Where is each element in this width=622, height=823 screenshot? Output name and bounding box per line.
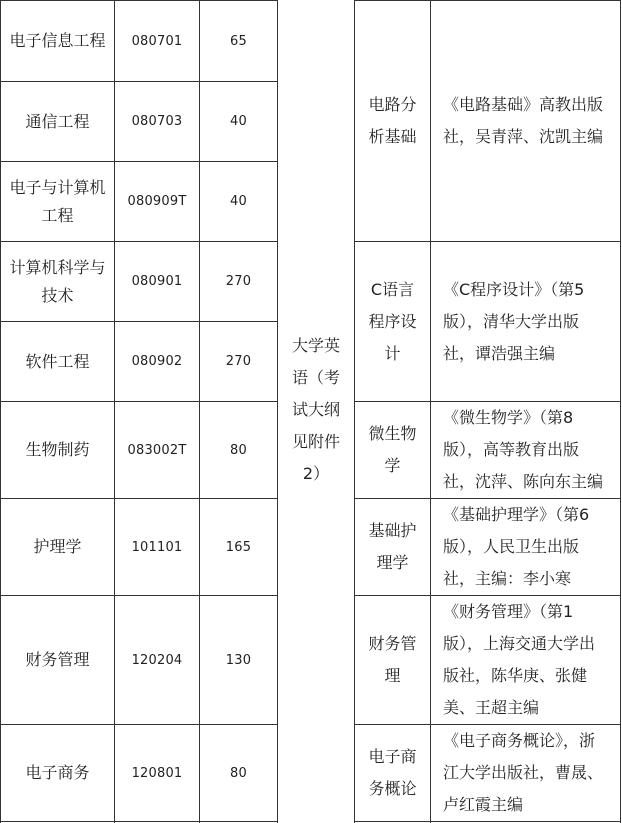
quota-cell: 270 <box>225 354 252 369</box>
quota-cell: 65 <box>230 33 247 49</box>
major-code-cell: 101101 <box>131 539 183 555</box>
exam-subject-cell: 微生物学 <box>368 424 417 475</box>
major-cell: 电子信息工程 <box>9 31 106 50</box>
exam-subject-cell: C语言程序设计 <box>368 279 417 363</box>
textbook-cell: 《财务管理》（第1版），上海交通大学出版社，陈华庚、张健美、王超主编 <box>443 602 596 717</box>
major-code-cell: 080701 <box>131 33 183 49</box>
major-cell: 计算机科学与技术 <box>9 257 106 305</box>
quota-cell: 130 <box>225 652 252 668</box>
major-cell: 通信工程 <box>25 111 90 131</box>
major-code-cell: 120204 <box>131 652 183 668</box>
textbook-cell: 《微生物学》（第8版），高等教育出版社，沈萍、陈向东主编 <box>443 408 604 491</box>
quota-cell: 165 <box>225 539 252 555</box>
major-cell: 护理学 <box>33 537 82 556</box>
textbook-cell: 《基础护理学》（第6版），人民卫生出版社，主编：李小寒 <box>443 505 590 588</box>
quota-cell: 80 <box>230 442 247 458</box>
major-code-cell: 080902 <box>131 354 183 369</box>
quota-cell: 40 <box>230 114 247 129</box>
exam-subject-cell: 电路分析基础 <box>368 95 417 146</box>
major-code-cell: 080901 <box>131 274 183 289</box>
grid-line <box>0 821 278 822</box>
english-exam-cell: 大学英语（考试大纲见附件2） <box>291 336 340 483</box>
quota-cell: 40 <box>230 194 247 209</box>
major-code-cell: 120801 <box>131 765 183 781</box>
major-cell: 电子商务 <box>25 763 90 782</box>
major-code-cell: 080909T <box>127 194 187 209</box>
textbook-cell: 《电子商务概论》，浙江大学出版社，曹晟、卢红霞主编 <box>443 731 604 814</box>
major-code-cell: 080703 <box>131 114 183 129</box>
major-cell: 软件工程 <box>25 351 90 371</box>
exam-subject-cell: 电子商务概论 <box>368 747 417 798</box>
textbook-cell: 《电路基础》高教出版社，吴青萍、沈凯主编 <box>443 95 604 146</box>
grid-line <box>354 821 621 822</box>
textbook-cell: 《C程序设计》（第5版），清华大学出版社，谭浩强主编 <box>443 279 585 363</box>
quota-cell: 80 <box>230 765 247 781</box>
major-cell: 财务管理 <box>25 650 90 669</box>
major-code-cell: 083002T <box>127 442 187 458</box>
major-cell: 电子与计算机工程 <box>9 177 106 225</box>
exam-subject-cell: 财务管理 <box>368 634 417 685</box>
grid-line <box>620 0 621 823</box>
quota-cell: 270 <box>225 274 252 289</box>
major-cell: 生物制药 <box>25 440 90 459</box>
exam-subject-cell: 基础护理学 <box>368 521 417 572</box>
